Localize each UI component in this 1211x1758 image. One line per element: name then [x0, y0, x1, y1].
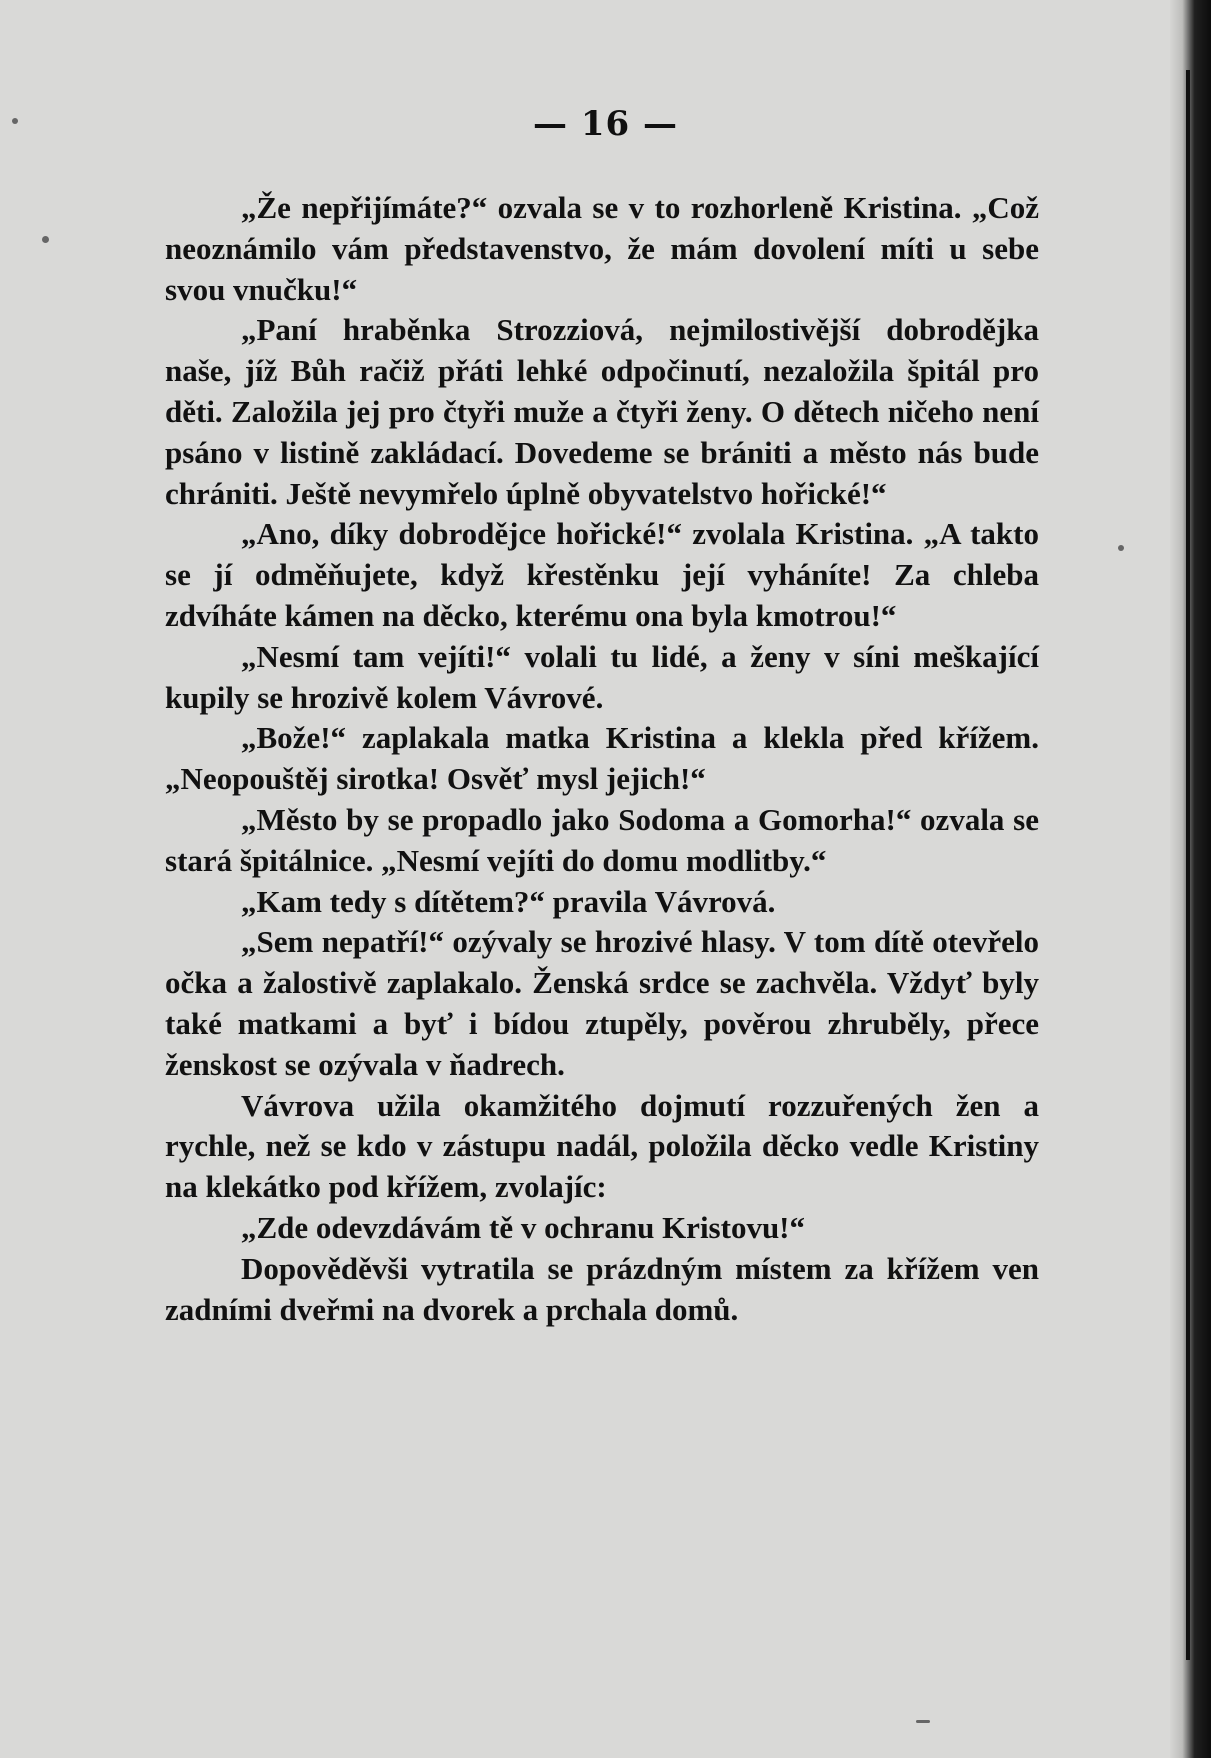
paragraph: „Nesmí tam vejíti!“ volali tu lidé, a ženy v síni meškající kupily se hrozivě kolem Vávrové. — [165, 638, 1039, 715]
paragraph: „Zde odevzdávám tě v ochranu Kristovu!“ — [241, 1209, 806, 1245]
paragraph: Vávrova užila okamžitého dojmutí rozzuřených žen a rychle, než se kdo v zástupu nadál, položila děcko vedle Kristiny na klekátko pod křížem, zvolajíc: — [165, 1087, 1039, 1205]
scan-speck — [916, 1720, 930, 1723]
scan-speck — [42, 236, 49, 243]
page-number: — 16 — — [533, 104, 678, 144]
paragraph: „Že nepřijímáte?“ ozvala se v to rozhorleně Kristina. „Což neoznámilo vám představenstvo, že mám dovolení míti u sebe svou vnučku!“ — [165, 190, 1039, 307]
paragraph: „Kam tedy s dítětem?“ pravila Vávrová. — [241, 883, 776, 919]
paragraph: Dopověděvši vytratila se prázdným místem za křížem ven zadními dveřmi na dvorek a prchala domů. — [165, 1250, 1039, 1327]
paragraph: „Paní hraběnka Strozziová, nejmilostivější dobrodějka naše, jíž Bůh račiž přáti lehké odpočinutí, nezaložila špitál pro děti. Založila jej pro čtyři muže a čtyři ženy. O dětech ničeho není psáno v listině zakládací. Dovedeme se brániti a město nás bude chrániti. Ještě nevymřelo úplně obyvatelstvo hořické!“ — [165, 312, 1039, 511]
paragraph: „Bože!“ zaplakala matka Kristina a klekla před křížem. „Neopouštěj sirotka! Osvěť mysl jejich!“ — [165, 720, 1039, 797]
paragraph: „Město by se propadlo jako Sodoma a Gomorha!“ ozvala se stará špitálnice. „Nesmí vejíti do domu modlitby.“ — [165, 801, 1039, 878]
paragraph: „Sem nepatří!“ ozývaly se hrozivé hlasy. V tom dítě otevřelo očka a žalostivě zaplakalo. Ženská srdce se zachvěla. Vždyť byly také matkami a byť i bídou ztupěly, pověrou zhruběly, přece ženskost se ozývala v ňadrech. — [165, 924, 1039, 1082]
page-edge-line — [1186, 70, 1190, 1660]
scan-speck — [1118, 545, 1124, 551]
paragraph: „Ano, díky dobrodějce hořické!“ zvolala Kristina. „A takto se jí odměňujete, když křestěnku její vyháníte! Za chleba zdvíháte kámen na děcko, kterému ona byla kmotrou!“ — [165, 516, 1039, 633]
body-text — [165, 188, 1039, 1330]
page-edge-shadow — [1170, 0, 1211, 1758]
